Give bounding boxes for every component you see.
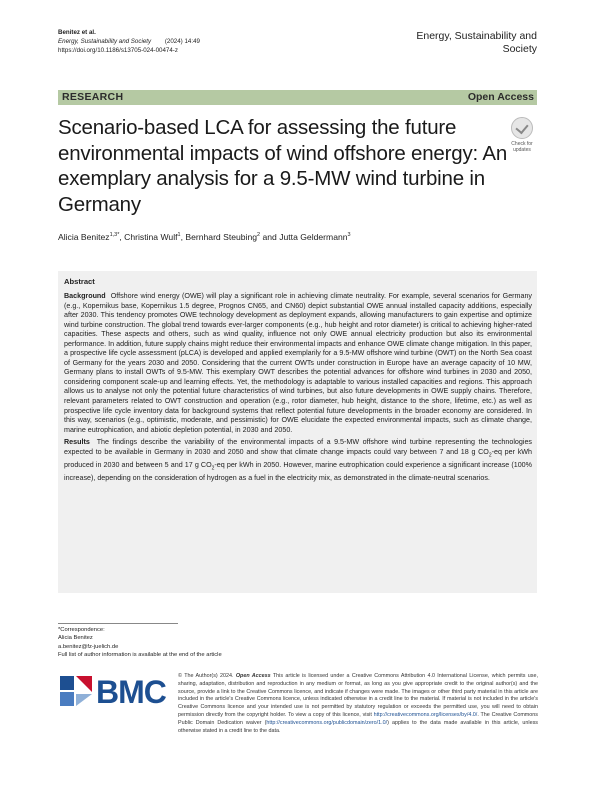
- abstract-body: [64, 292, 532, 486]
- bmc-logo-text: BMC: [96, 674, 166, 710]
- section-band: [58, 90, 537, 105]
- author-name: Bernhard Steubing: [185, 232, 258, 242]
- citation-block: [58, 28, 200, 55]
- abstract-results: Results The findings describe the variability of the environmental impacts of a 9.5-MW offshore wind turbine representing the technologies expected to be available in Germany in 2030 and 2050 and show that climate change impacts could vary between 7 and 18 g $CO_2-eq$ per kWh produced in 2030 and between 5 and 17 g $CO_2-eq$ per kWh in 2050. However, marine eutrophication could experience a significant increase (100% increase), depending on the consideration of hydrogen as a fuel in the electricity mix, as demonstrated in the climate-neutral scenarios.: [64, 438, 533, 482]
- license-text: © The Author(s) 2024. Open Access This article is licensed under a Creative Commons Attribution 4.0 International License, which permits use, sharing, adaptation, distribution and reproduction in any medium or format, as long as you give appropriate credit to the original author(s) and the source, provide a link to the Creative Commons licence, and indicate if changes were made. The images or other third party material in this article are included in the article's Creative Commons licence, unless indicated otherwise in a credit line to the material. If material is not included in the article's Creative Commons licence and your intended use is not permitted by statutory regulation or exceeds the permitted use, you will need to obtain permission directly from the copyright holder. To view a copy of this licence, visit http://creativecommons.org/licenses/by/4.0/. The Creative Commons Public Domain Dedication waiver (http://creativecommons.org/publicdomain/zero/1.0/) applies to the data made available in this article, unless otherwise stated in a credit line to the data.: [178, 673, 538, 734]
- abstract-background: Background Offshore wind energy (OWE) will play a significant role in achieving climate neutrality. For example, several scenarios for Germany (e.g., Kopernikus base, Kopernikus 1.5 degree, Prognos CN65, and CN60) depict substantial OWE annual installed capacity additions, especially after 2030. This tendency promotes OWE technology development as deployment expands, allowing manufacturers to gain expertise and optimize wind turbine construction. The global trend towards ever-larger components (e.g., hub height and rotor diameter) is critical to achieving higher-rated capacities. These aspects and others, such as wind quality, influence not only OWE annual electricity production but also its environmental performance. In addition, future supply chains might reduce their environmental impacts and enhance OWE climate change mitigation. In this paper, a prospective life cycle assessment (pLCA) is developed and applied exemplarily for a 9.5-MW offshore wind turbine (OWT) on the North Sea coast of Germany for the years 2030 and 2050. Considering that the current OWTs under construction in Europe have an average capacity of 10 MW, Germany plans to install OWTs of 9.5-MW. This exemplary OWT describes the potential advances for offshore wind turbines in 2030 and 2050, considering component scale-up and learning effects. Yet, the methodology is adaptable to various installed capacities and regions. This approach allows us to analyse not only the potential future characteristics of wind turbines, but also future developments in OWE supply chains. Therefore, relevant parameters related to OWT construction and operation (e.g., rotor diameter, hub height, distance to the shore, lifetime, etc.) as well as prospective life cycle inventory data for background systems that reflect potential future developments in the broader economy are considered. In this way, scenarios (e.g., optimistic, moderate, and pessimistic) for OWE elucidate the expected environmental impacts, such as climate change, marine eutrophication, and abiotic depletion potential, in 2030 and 2050.: [64, 292, 533, 434]
- check-updates-badge[interactable]: [507, 117, 537, 155]
- abstract-box: [58, 271, 537, 593]
- check-updates-icon: [511, 117, 533, 139]
- journal-name: Energy, Sustainability and Society: [416, 30, 537, 55]
- correspondence-email[interactable]: a.benitez@fz-juelich.de: [58, 643, 119, 650]
- author-name: Christina Wulf: [124, 232, 178, 242]
- author-name: Jutta Geldermann: [279, 232, 348, 242]
- author-name: Alicia Benitez: [58, 232, 110, 242]
- open-access-label: Open Access: [467, 91, 534, 103]
- license-link[interactable]: http://creativecommons.org/licenses/by/4.0/: [373, 711, 478, 718]
- citation-journal: Energy, Sustainability and Society (2024) 14:49: [58, 38, 200, 45]
- footnote-divider: [58, 623, 178, 624]
- public-domain-link[interactable]: http://creativecommons.org/publicdomain/zero/1.0/: [266, 719, 388, 726]
- citation-doi[interactable]: https://doi.org/10.1186/s13705-024-00474-z: [58, 47, 178, 54]
- abstract-heading: Abstract: [64, 277, 95, 286]
- bmc-logo: [58, 672, 168, 710]
- article-title: Scenario-based LCA for assessing the future environmental impacts of wind offshore energy: An exemplary analysis for a 9.5-MW wind turbine in Germany: [58, 116, 508, 216]
- author-list: Alicia Benitez$^{1,3*}$, Christina Wulf$^1$, Bernhard Steubing$^2$ and Jutta Geldermann$^3$: [58, 232, 351, 242]
- bmc-logo-icon: [58, 672, 94, 708]
- citation-author: Benitez et al.: [58, 29, 96, 36]
- check-updates-label: Check for updates: [511, 141, 533, 153]
- section-label: RESEARCH: [62, 91, 124, 103]
- correspondence-block: *Correspondence: Alicia Benitez a.benitez@fz-juelich.de Full list of author information is available at the end of the article: [58, 627, 222, 659]
